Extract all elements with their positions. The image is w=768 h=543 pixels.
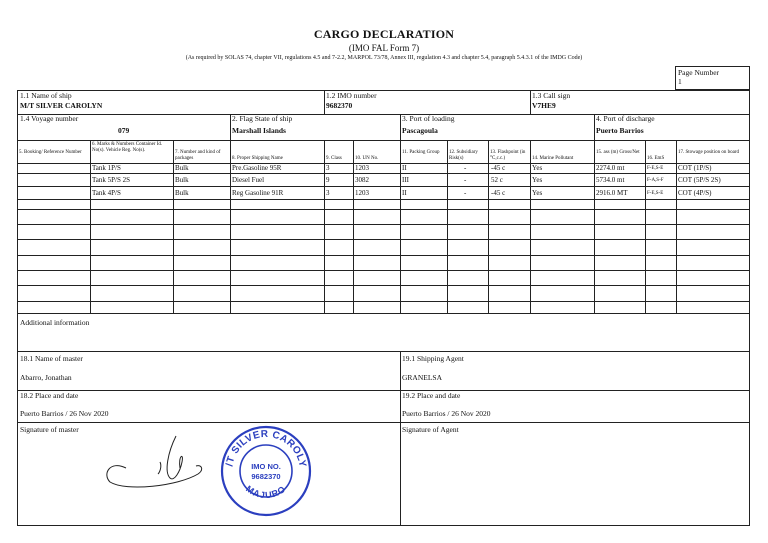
table-cell-mass: 2274.0 mt xyxy=(596,164,625,172)
shipping-agent-label: 19.1 Shipping Agent xyxy=(402,354,464,363)
svg-text:9682370: 9682370 xyxy=(251,472,281,481)
master-name-label: 18.1 Name of master xyxy=(20,354,83,363)
master-name: Abarro, Jonathan xyxy=(20,373,72,382)
col-header-mass: 15. ass (m) Gross/Net xyxy=(596,150,640,155)
master-signature xyxy=(98,426,218,496)
table-cell-packages: Bulk xyxy=(175,189,189,197)
svg-text:IMO NO.: IMO NO. xyxy=(251,462,281,471)
ship-name-label: 1.1 Name of ship xyxy=(20,91,72,100)
col-header-ems: 16. EmS xyxy=(647,156,665,161)
table-cell-stowage: COT (4P/S) xyxy=(678,189,712,197)
port-of-loading-label: 3. Port of loading xyxy=(402,114,455,123)
table-cell-mass: 5734.0 mt xyxy=(596,176,625,184)
page-number-box xyxy=(675,66,750,90)
table-cell-marine-pollutant: Yes xyxy=(532,176,543,184)
col-header-flashpoint: 13. Flashpoint (in °C,c.c.) xyxy=(490,150,526,161)
table-cell-marks: Tank 1P/S xyxy=(92,164,121,172)
table-cell-shipping-name: Diesel Fuel xyxy=(232,176,265,184)
call-sign-label: 1.3 Call sign xyxy=(532,91,571,100)
table-cell-subsidiary-risk: - xyxy=(464,189,467,197)
regulations-note: (As required by SOLAS 74, chapter VII, regulations 4.5 and 7-2.2, MARPOL 73/78, Annex III, regulation 4.3 and chapter 5.4, paragraph 5.4.3.1 of the IMDG Code) xyxy=(185,55,583,61)
table-cell-stowage: COT (1P/S) xyxy=(678,164,712,172)
master-signature-label: Signature of master xyxy=(20,425,79,434)
form-title: CARGO DECLARATION xyxy=(313,27,455,41)
port-of-loading: Pascagoula xyxy=(402,126,438,135)
flag-state: Marshall Islands xyxy=(232,126,286,135)
table-cell-mass: 2916.0 MT xyxy=(596,189,628,197)
table-cell-marine-pollutant: Yes xyxy=(532,189,543,197)
agent-place-date: Puerto Barrios / 26 Nov 2020 xyxy=(402,409,491,418)
col-header-class: 9. Class xyxy=(326,156,342,161)
table-cell-un-no: 1203 xyxy=(355,189,369,197)
form-subtitle: (IMO FAL Form 7) xyxy=(348,43,420,53)
table-cell-packages: Bulk xyxy=(175,176,189,184)
table-cell-marks: Tank 5P/S 2S xyxy=(92,176,131,184)
table-cell-un-no: 3082 xyxy=(355,176,369,184)
col-header-stowage: 17. Stowage position on board xyxy=(678,150,739,155)
col-header-subsidiary-risk: 12. Subsidiary Risk(s) xyxy=(449,150,478,161)
col-header-marks-numbers: 6. Marks & Numbers Container Id. No(s). Vehicle Reg. No(s). xyxy=(92,142,163,153)
flag-state-label: 2. Flag State of ship xyxy=(232,114,293,123)
additional-info-label: Additional information xyxy=(20,318,90,327)
voyage-number-label: 1.4 Voyage number xyxy=(20,114,79,123)
agent-place-date-label: 19.2 Place and date xyxy=(402,391,461,400)
imo-number-label: 1.2 IMO number xyxy=(326,91,377,100)
table-cell-packing-group: II xyxy=(402,189,407,197)
col-header-booking-ref: 5. Booking/ Reference Number xyxy=(19,150,82,155)
table-cell-stowage: COT (5P/S 2S) xyxy=(678,176,721,184)
ship-name: M/T SILVER CAROLYN xyxy=(20,101,103,110)
table-cell-subsidiary-risk: - xyxy=(464,164,467,172)
table-cell-class: 9 xyxy=(326,176,330,184)
table-cell-ems: F-A,S-F xyxy=(647,178,664,183)
col-header-shipping-name: 8. Proper Shipping Name xyxy=(232,156,283,161)
svg-text:MAJURO: MAJURO xyxy=(244,483,288,501)
table-cell-packing-group: II xyxy=(402,164,407,172)
shipping-agent: GRANELSA xyxy=(402,373,443,382)
table-cell-ems: F-E,S-E xyxy=(647,191,664,196)
table-cell-un-no: 1203 xyxy=(355,164,369,172)
call-sign: V7HE9 xyxy=(532,101,556,110)
imo-number: 9682370 xyxy=(326,101,353,110)
voyage-number: 079 xyxy=(118,126,130,135)
master-place-date-label: 18.2 Place and date xyxy=(20,391,79,400)
table-cell-ems: F-E,S-E xyxy=(647,166,664,171)
port-of-discharge-label: 4. Port of discharge xyxy=(596,114,655,123)
svg-text:M/T SILVER CAROLYN: /T SILVER CAROLY xyxy=(224,428,308,469)
table-cell-flashpoint: -45 c xyxy=(491,189,506,197)
master-place-date: Puerto Barrios / 26 Nov 2020 xyxy=(20,409,109,418)
agent-signature-label: Signature of Agent xyxy=(402,425,459,434)
table-cell-packages: Bulk xyxy=(175,164,189,172)
port-of-discharge: Puerto Barrios xyxy=(596,126,644,135)
page-number-value: 1 xyxy=(678,77,682,86)
col-header-un-no: 10. UN No. xyxy=(355,156,379,161)
table-cell-class: 3 xyxy=(326,164,330,172)
ship-stamp xyxy=(218,423,314,524)
table-cell-shipping-name: Pre.Gasoline 95R xyxy=(232,164,282,172)
table-cell-packing-group: III xyxy=(402,176,409,184)
table-cell-flashpoint: 52 c xyxy=(491,176,503,184)
table-cell-marks: Tank 4P/S xyxy=(92,189,121,197)
col-header-marine-pollutant: 14. Marine Pollutant xyxy=(532,156,574,161)
table-cell-marine-pollutant: Yes xyxy=(532,164,543,172)
col-header-packages: 7. Number and kind of packages xyxy=(175,150,221,161)
table-cell-flashpoint: -45 c xyxy=(491,164,506,172)
table-cell-shipping-name: Reg Gasoline 91R xyxy=(232,189,284,197)
table-cell-class: 3 xyxy=(326,189,330,197)
cargo-declaration-form xyxy=(17,90,750,526)
page-number-label: Page Number xyxy=(678,68,720,77)
col-header-packing-group: 11. Packing Group xyxy=(402,150,440,155)
table-cell-subsidiary-risk: - xyxy=(464,176,467,184)
